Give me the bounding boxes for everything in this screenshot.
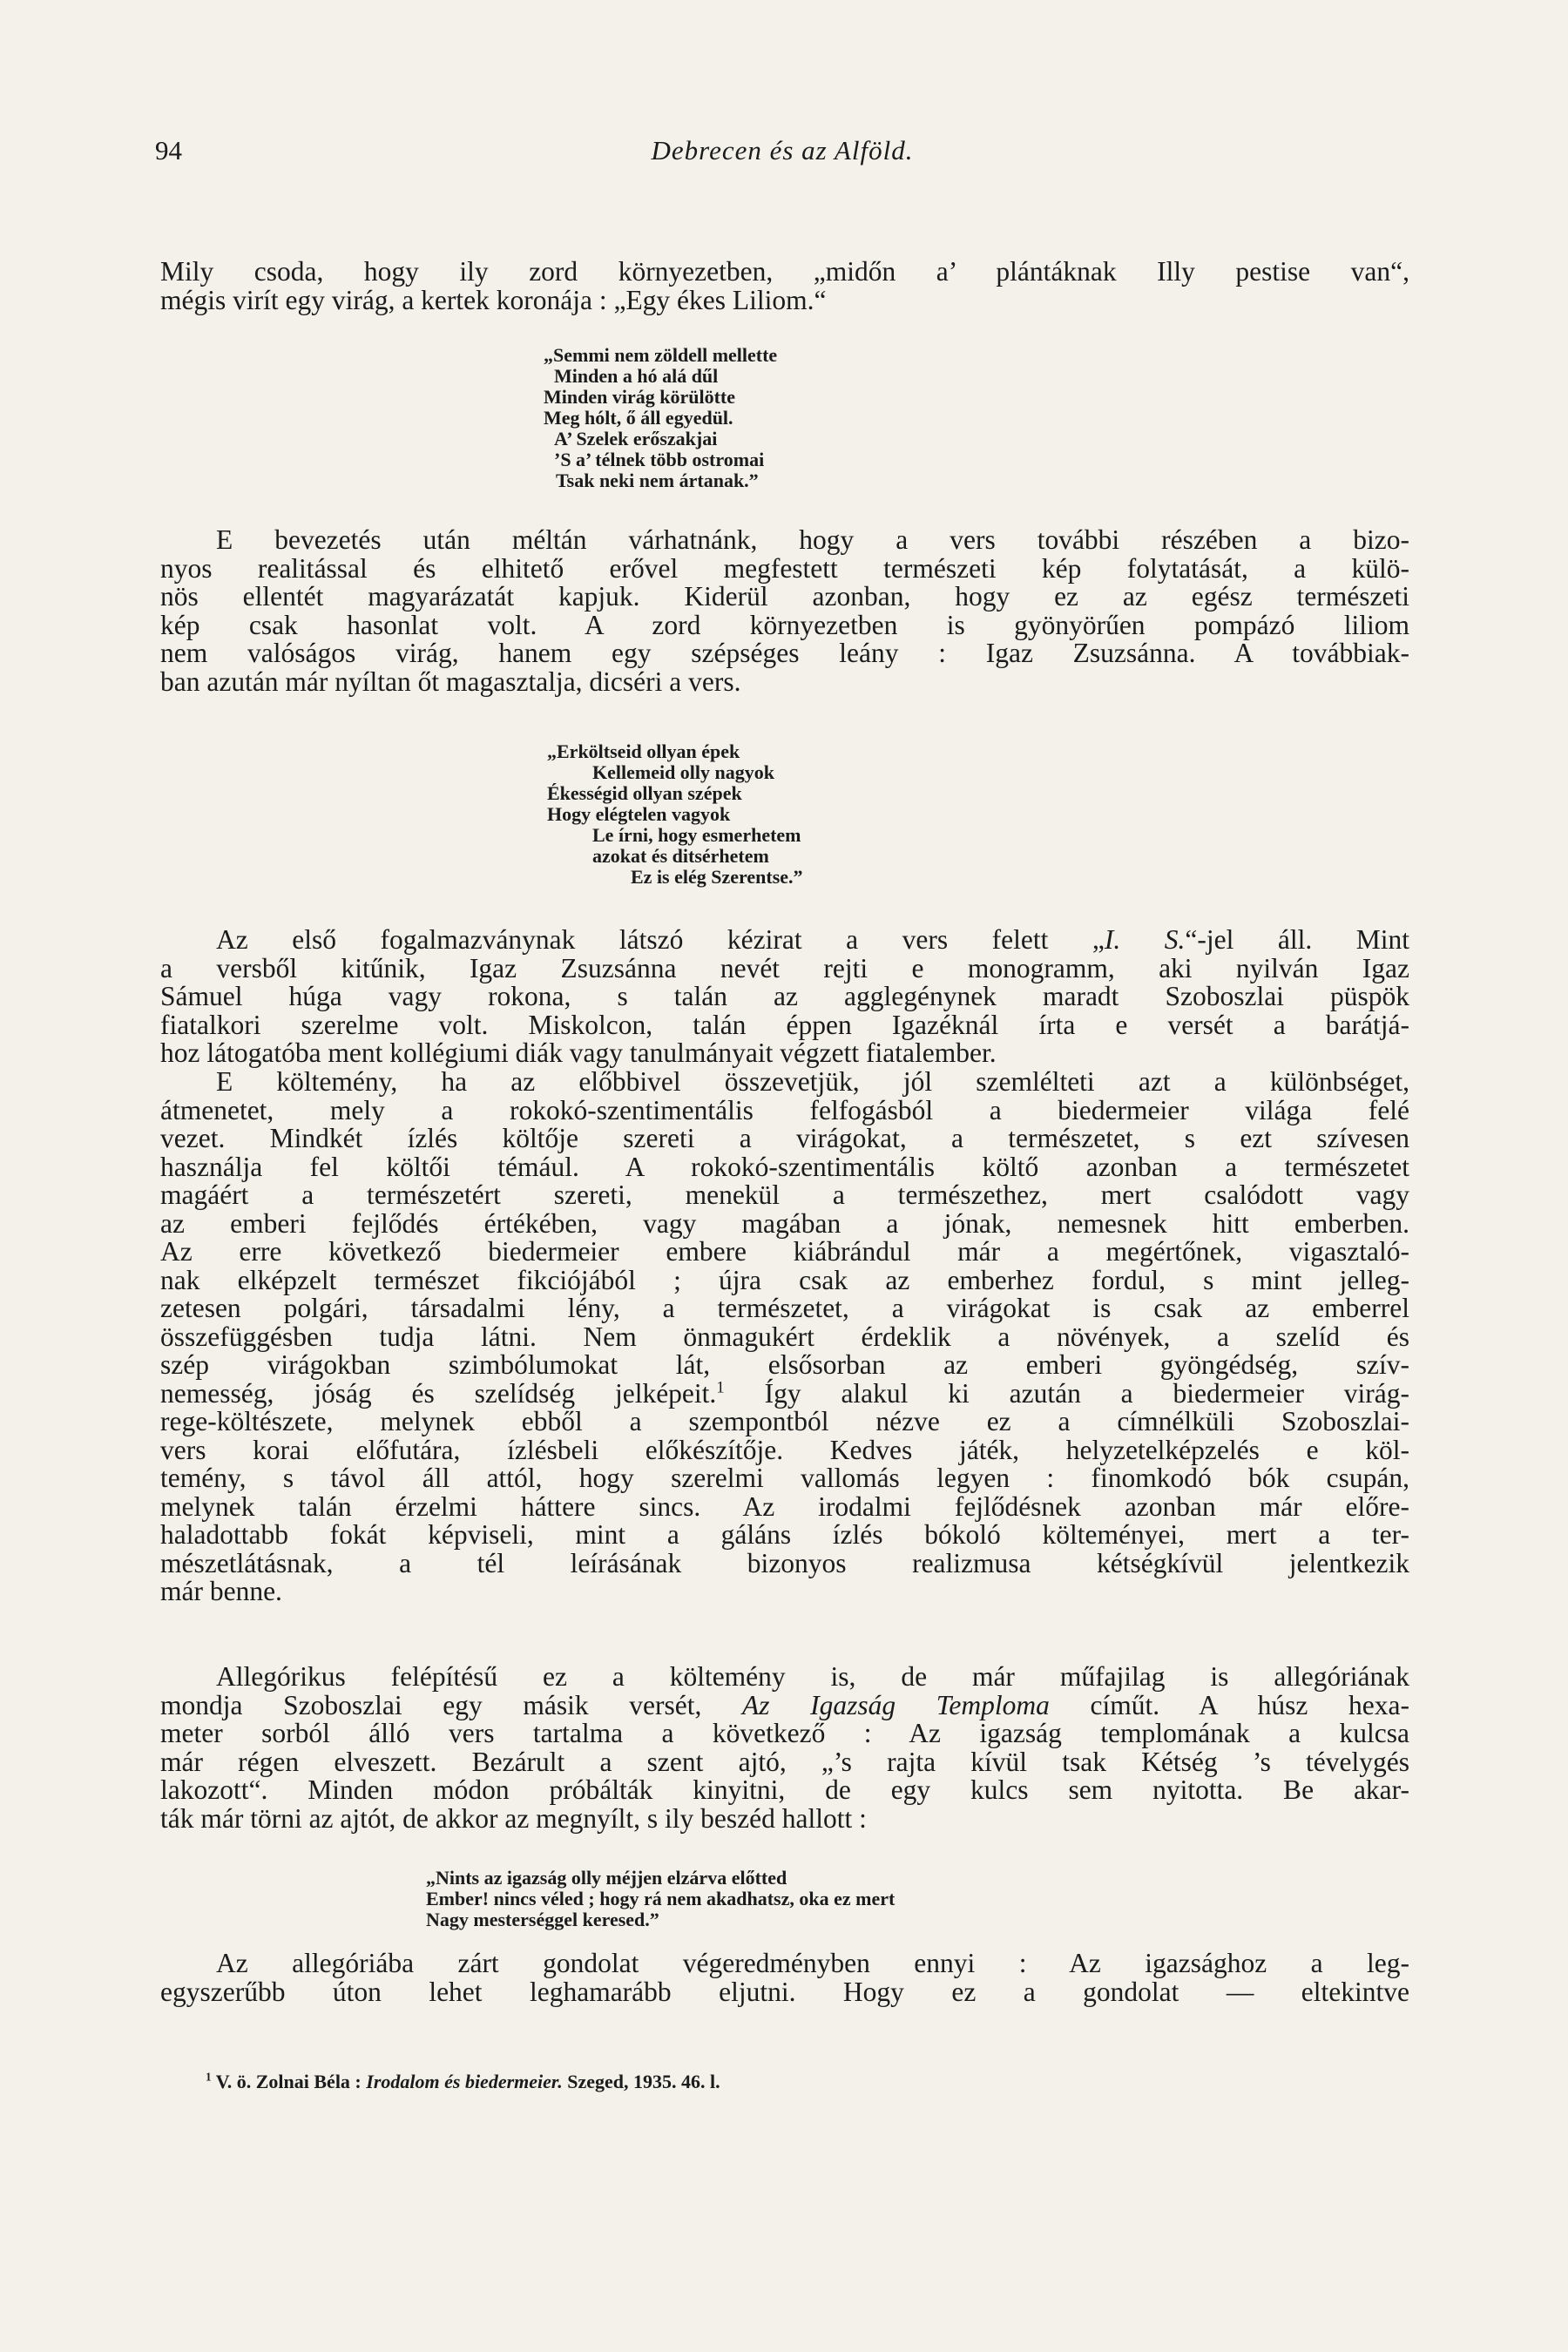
- text-line: a versből kitűnik, Igaz Zsuzsánna nevét rejti e monogramm, aki nyilván Igaz: [160, 952, 1409, 983]
- verse-line: Tsak neki nem ártanak.”: [556, 470, 759, 491]
- verse-quote-liliom: [544, 345, 777, 491]
- monogram-italic: I. S.: [1104, 924, 1186, 955]
- paragraph-kezirat: [160, 926, 1409, 1068]
- verse-line: A’ Szelek erőszakjai: [554, 428, 718, 449]
- text-run: címűt. A húsz hexa-: [1049, 1689, 1409, 1720]
- text-line: rege-költészete, melynek ebből a szempontból nézve ez a címnélküli Szoboszlai-: [160, 1406, 1409, 1436]
- footnote-reference[interactable]: 1: [716, 1378, 725, 1396]
- text-run: Az első fogalmazványnak látszó kézirat a vers felett „: [216, 924, 1105, 955]
- text-line: [160, 926, 1409, 955]
- text-line: használja fel költői témául. A rokokó-szentimentális költő azonban a természetet: [160, 1151, 1409, 1182]
- paragraph-bevezetes: [160, 526, 1409, 696]
- text-line: átmenetet, mely a rokokó-szentimentális felfogásból a biedermeier világa felé: [160, 1094, 1409, 1125]
- text-line: nem valóságos virág, hanem egy szépséges leány : Igaz Zsuzsánna. A továbbiak-: [160, 638, 1409, 668]
- text-line: vezet. Mindkét ízlés költője szereti a virágokat, a természetet, s ezt szívesen: [160, 1123, 1409, 1153]
- text-line: vers korai előfutára, ízlésbeli előkészítője. Kedves játék, helyzetelképzelés e köl-: [160, 1434, 1409, 1465]
- verse-line: Minden a hó alá dűl: [554, 365, 719, 387]
- text-line: haladottabb fokát képviseli, mint a gáláns ízlés bókoló költeményei, mert a ter-: [160, 1519, 1409, 1550]
- text-line: mészetlátásnak, a tél leírásának bizonyos realizmusa kétségkívül jelentkezik: [160, 1547, 1409, 1578]
- footnote-marker: 1: [206, 2070, 212, 2084]
- text-run: mondja Szoboszlai egy másik versét,: [160, 1689, 742, 1720]
- verse-line: „Nints az igazság olly méjjen elzárva előtted: [426, 1867, 787, 1889]
- text-line: nak elképzelt természet fikciójából ; újra csak az emberhez fordul, s mint jelleg-: [160, 1264, 1409, 1295]
- text-line: Az erre következő biedermeier embere kiábrándul már a megértőnek, vigasztaló-: [160, 1236, 1409, 1267]
- text-line: szép virágokban szimbólumokat lát, elsősorban az emberi gyöngédség, szív-: [160, 1349, 1409, 1380]
- paragraph-koltemeny: [160, 1068, 1409, 1606]
- text-line: ták már törni az ajtót, de akkor az megnyílt, s ily beszéd hallott :: [160, 1802, 867, 1834]
- verse-line: Kellemeid olly nagyok: [592, 761, 774, 783]
- paragraph-allegorikus: [160, 1663, 1409, 1833]
- text-run: nemesség, jóság és szelídség jelképeit.: [160, 1377, 717, 1409]
- text-line: melynek talán érzelmi háttere sincs. Az irodalmi fejlődésnek azonban már előre-: [160, 1490, 1409, 1522]
- text-line: temény, s távol áll attól, hogy szerelmi vallomás legyen : finomkodó bók csupán,: [160, 1463, 1409, 1493]
- text-line: összefüggésben tudja látni. Nem önmagukért érdeklik a növények, a szelíd és: [160, 1321, 1409, 1352]
- text-line: magáért a természetért szereti, menekül a természethez, mert csalódott vagy: [160, 1179, 1409, 1210]
- text-run: Így alakul ki azután a biedermeier virág-: [724, 1377, 1410, 1409]
- verse-line: Ékességid ollyan szépek: [547, 782, 742, 804]
- verse-line: Le írni, hogy esmerhetem: [592, 824, 801, 846]
- text-line: E bevezetés után méltán várhatnánk, hogy a vers további részében a bizo-: [216, 524, 1409, 555]
- text-line: Mily csoda, hogy ily zord környezetben, „midőn a’ plántáknak Illy pestise van“,: [160, 256, 1409, 287]
- footnote-text: V. ö. Zolnai Béla :: [211, 2071, 367, 2092]
- page-number: 94: [155, 135, 182, 166]
- text-line: egyszerűbb úton lehet leghamarább eljutni. Hogy ez a gondolat — eltekintve: [160, 1976, 1409, 2007]
- verse-line: Ember! nincs véled ; hogy rá nem akadhatsz, oka ez mert: [426, 1888, 896, 1909]
- text-line: meter sorból álló vers tartalma a következő : Az igazság templomának a kulcsa: [160, 1718, 1409, 1748]
- text-line: nyos realitással és elhitető erővel megfestett természeti kép folytatását, a külö-: [160, 552, 1409, 584]
- text-line: lakozott“. Minden módon próbálták kinyitni, de egy kulcs sem nyitotta. Be akar-: [160, 1774, 1409, 1805]
- text-line: [160, 1689, 1409, 1720]
- text-line: fiatalkori szerelme volt. Miskolcon, talán éppen Igazéknál írta e versét a barátjá-: [160, 1009, 1409, 1040]
- text-line: Az allegóriába zárt gondolat végeredményben ennyi : Az igazsághoz a leg-: [216, 1948, 1409, 1978]
- text-run: “-jel áll. Mint: [1185, 924, 1409, 955]
- footnote-text: Szeged, 1935. 46. l.: [562, 2071, 720, 2092]
- footnote: [206, 2071, 720, 2093]
- text-line: Allegórikus felépítésű ez a költemény is, de már műfajilag is allegóriának: [216, 1661, 1409, 1692]
- text-line: [160, 1377, 1410, 1409]
- text-line: E költemény, ha az előbbivel összevetjük, jól szemlélteti azt a különbséget,: [216, 1066, 1409, 1097]
- text-line: Sámuel húga vagy rokona, s talán az agglegénynek maradt Szoboszlai püspök: [160, 981, 1409, 1011]
- verse-line: „Erköltseid ollyan épek: [547, 740, 740, 762]
- verse-quote-igazsag: [426, 1868, 895, 1930]
- paragraph-allegoria-zart: [160, 1950, 1409, 2006]
- text-line: már régen elveszett. Bezárult a szent ajtó, „’s rajta kívül tsak Kétség ’s tévelygés: [160, 1746, 1409, 1777]
- text-line: az emberi fejlődés értékében, vagy magában a jónak, nemesnek hitt emberben.: [160, 1207, 1409, 1239]
- poem-title-italic: Az Igazság Temploma: [741, 1689, 1050, 1720]
- verse-line: azokat és ditsérhetem: [592, 845, 769, 867]
- verse-quote-erkoltseid: [547, 741, 803, 888]
- text-line: nös ellentét magyarázatát kapjuk. Kiderül azonban, hogy ez az egész természeti: [160, 581, 1409, 612]
- verse-line: Meg hólt, ő áll egyedül.: [544, 407, 733, 429]
- text-line: ban azután már nyíltan őt magasztalja, dicséri a vers.: [160, 666, 741, 697]
- verse-line: Nagy mesterséggel keresed.”: [426, 1909, 659, 1930]
- running-title: Debrecen és az Alföld.: [651, 135, 914, 166]
- text-line: már benne.: [160, 1576, 282, 1606]
- verse-line: Ez is elég Szerentse.”: [631, 866, 803, 888]
- text-line: hoz látogatóba ment kollégiumi diák vagy tanulmányait végzett fiatalember.: [160, 1037, 997, 1068]
- footnote-book-title: Irodalom és biedermeier.: [366, 2071, 563, 2092]
- text-line: kép csak hasonlat volt. A zord környezetben is gyönyörűen pompázó liliom: [160, 609, 1409, 640]
- intro-paragraph: [160, 258, 1409, 314]
- verse-line: „Semmi nem zöldell mellette: [544, 344, 778, 366]
- verse-line: Hogy elégtelen vagyok: [547, 803, 731, 825]
- verse-line: ’S a’ télnek több ostromai: [554, 449, 765, 470]
- verse-line: Minden virág körülötte: [544, 386, 735, 408]
- text-line: zetesen polgári, társadalmi lény, a természetet, a virágokat is csak az emberrel: [160, 1293, 1409, 1323]
- text-line: mégis virít egy virág, a kertek koronája : „Egy ékes Liliom.“: [160, 284, 827, 315]
- page-header: [155, 135, 1409, 179]
